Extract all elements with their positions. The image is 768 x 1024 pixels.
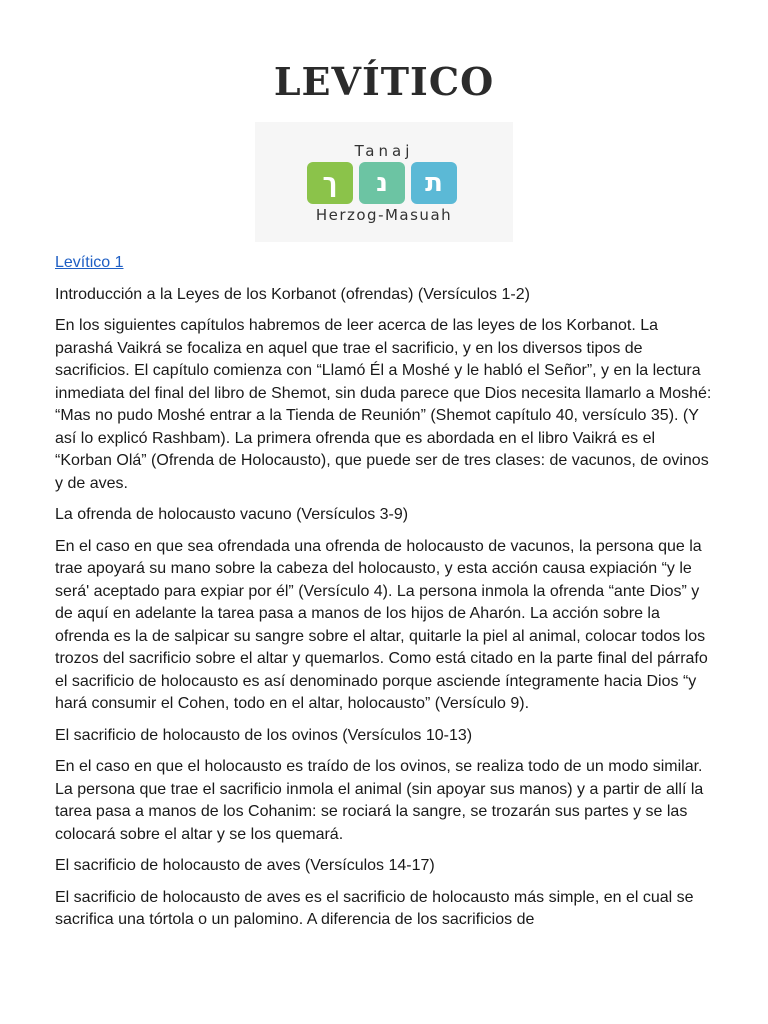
section-heading: El sacrificio de holocausto de aves (Versículos 14-17) <box>55 857 435 874</box>
section-heading: Introducción a la Leyes de los Korbanot (ofrendas) (Versículos 1-2) <box>55 285 530 303</box>
body-paragraph: En el caso en que el holocausto es traído de los ovinos, se realiza todo de un modo similar. La persona que trae el sacrificio inmola el animal (sin apoyar sus manos) y a partir de allí la tarea pasa a manos de los Cohanim: se rociará la sangre, se trozarán sus partes y se las colocará sobre el altar y se los quemará. <box>55 758 704 843</box>
logo-tile-tav: ך <box>307 162 353 204</box>
body-paragraph: En el caso en que sea ofrendada una ofrenda de holocausto de vacunos, la persona que la trae apoyará su mano sobre la cabeza del holocausto, y esta acción causa expiación “y le será' aceptado para expiar por él” (Versículo 4). La persona inmola la ofrenda “ante Dios” y de aquí en adelante la tarea pasa a manos de los hijos de Aharón. La acción sobre la ofrenda es la de salpicar su sangre sobre el altar, quitarle la piel al animal, colocar todos los trozos del sacrificio sobre el altar y quemarlos. Como está citado en la parte final del párrafo el sacrificio de holocausto es así denominado porque asciende íntegramente hacia Dios “y hará consumir el Cohen, todo en el altar, holocausto” (Versículo 9). <box>55 537 708 712</box>
body-paragraph: En los siguientes capítulos habremos de leer acerca de las leyes de los Korbanot. La parashá Vaikrá se focaliza en aquel que trae el sacrificio, y en los diversos tipos de sacrificios. El capítulo comienza con “Llamó Él a Moshé y le habló el Señor”, y en la lectura inmediata del final del libro de Shemot, sin duda parece que Dios necesita llamarlo a Moshé: “Mas no pudo Moshé entrar a la Tienda de Reunión” (Shemot capítulo 40, versículo 35). (Y así lo explicó Rashbam). La primera ofrenda que es abordada en el libro Vaikrá es el “Korban Olá” (Ofrenda de Holocausto), que puede ser de tres clases: de vacunos, de ovinos y de aves. <box>55 317 712 492</box>
chapter-link-paragraph <box>55 252 715 275</box>
section-heading: El sacrificio de holocausto de los ovinos (Versículos 10-13) <box>55 726 473 744</box>
chapter-link[interactable]: Levítico 1 <box>55 254 124 271</box>
logo-hebrew-tiles <box>307 162 457 204</box>
logo-tile-nun: נ <box>359 162 405 204</box>
document-body <box>55 252 715 941</box>
logo-tile-kaf: ת <box>411 162 457 204</box>
section-heading: La ofrenda de holocausto vacuno (Versículos 3-9) <box>55 506 409 523</box>
logo-bottom-text: Herzog-Masuah <box>315 206 453 224</box>
body-paragraph: El sacrificio de holocausto de aves es el sacrificio de holocausto más simple, en el cual se sacrifica una tórtola o un palomino. A diferencia de los sacrificios de <box>55 888 694 928</box>
document-title: LEVÍTICO <box>273 59 495 104</box>
tanaj-logo <box>255 122 513 242</box>
logo-top-text: Tanaj <box>354 142 414 160</box>
